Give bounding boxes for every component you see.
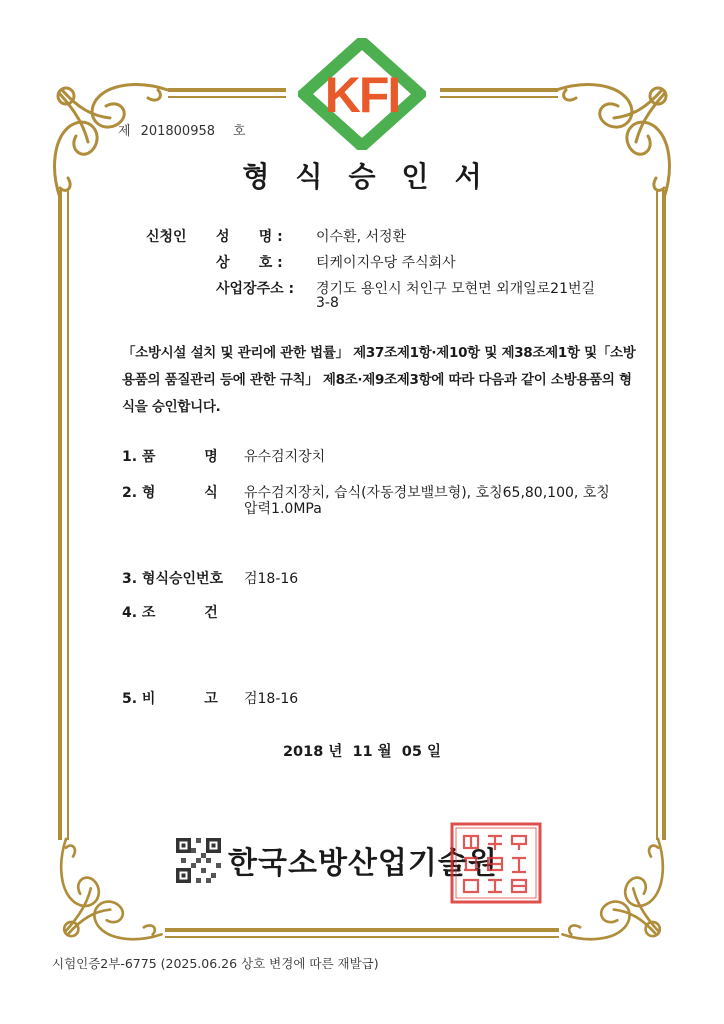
applicant-section-label: 신청인 — [146, 229, 187, 245]
applicant-name: 이수환, 서정환 — [316, 229, 407, 245]
item-approval-label: 3. 형식승인번호 — [122, 571, 224, 587]
item-approval: 검18-16 — [244, 571, 299, 587]
paragraph-line-3: 식을 승인합니다. — [122, 399, 221, 415]
cert-no-value: 201800958 — [140, 124, 216, 139]
frame-bottom-line — [165, 928, 559, 932]
paragraph-line-2: 용품의 품질관리 등에 관한 규칙」 제8조·제9조제3항에 따라 다음과 같이 소방용품의 형 — [122, 372, 632, 388]
item-remarks-label: 5. 비 고 — [122, 691, 218, 707]
cert-no-suffix: 호 — [233, 124, 246, 139]
item-remarks: 검18-16 — [244, 691, 299, 707]
cert-no-prefix: 제 — [118, 124, 131, 139]
qr-code — [176, 838, 221, 883]
kfi-logo-text: KFI — [324, 67, 400, 123]
item-product: 유수검지장치 — [244, 449, 326, 465]
applicant-address-line2: 3-8 — [316, 295, 339, 311]
approval-paragraph — [122, 340, 636, 421]
ornament-bottom-right — [548, 830, 676, 945]
certificate-number — [118, 120, 246, 139]
applicant-name-label: 성 명 : — [216, 229, 283, 245]
document-title: 형식승인서 — [242, 160, 508, 193]
item-type-line2: 압력1.0MPa — [244, 501, 322, 517]
applicant-address-label: 사업장주소 : — [216, 281, 295, 297]
item-type-label: 2. 형 식 — [122, 485, 218, 501]
applicant-company: 티케이지우당 주식회사 — [316, 255, 456, 271]
frame-top-left-line — [168, 88, 286, 92]
frame-top-right-line-2 — [440, 96, 558, 98]
applicant-address-line1: 경기도 용인시 처인구 모현면 외개일로21번길 — [316, 281, 596, 297]
frame-bottom-line-2 — [165, 936, 559, 938]
official-seal — [450, 822, 542, 904]
applicant-company-label: 상 호 : — [216, 255, 283, 271]
item-product-label: 1. 품 명 — [122, 449, 218, 465]
ornament-bottom-left — [48, 830, 176, 945]
item-condition-label: 4. 조 건 — [122, 605, 218, 621]
issue-date: 2018 년 11 월 05 일 — [282, 744, 442, 760]
paragraph-line-1: 「소방시설 설치 및 관리에 관한 법률」 제37조제1항·제10항 및 제38조제1항 및「소방 — [122, 345, 636, 361]
frame-top-right-line — [440, 88, 558, 92]
reissue-footer-note: 시험인증2부-6775 (2025.06.26 상호 변경에 따른 재발급) — [52, 956, 379, 971]
kfi-logo — [298, 38, 426, 150]
issuer-name: 한국소방산업기술원 — [228, 846, 498, 881]
frame-top-left-line-2 — [168, 96, 286, 98]
item-type-line1: 유수검지장치, 습식(자동경보밸브형), 호칭65,80,100, 호칭 — [244, 485, 610, 501]
